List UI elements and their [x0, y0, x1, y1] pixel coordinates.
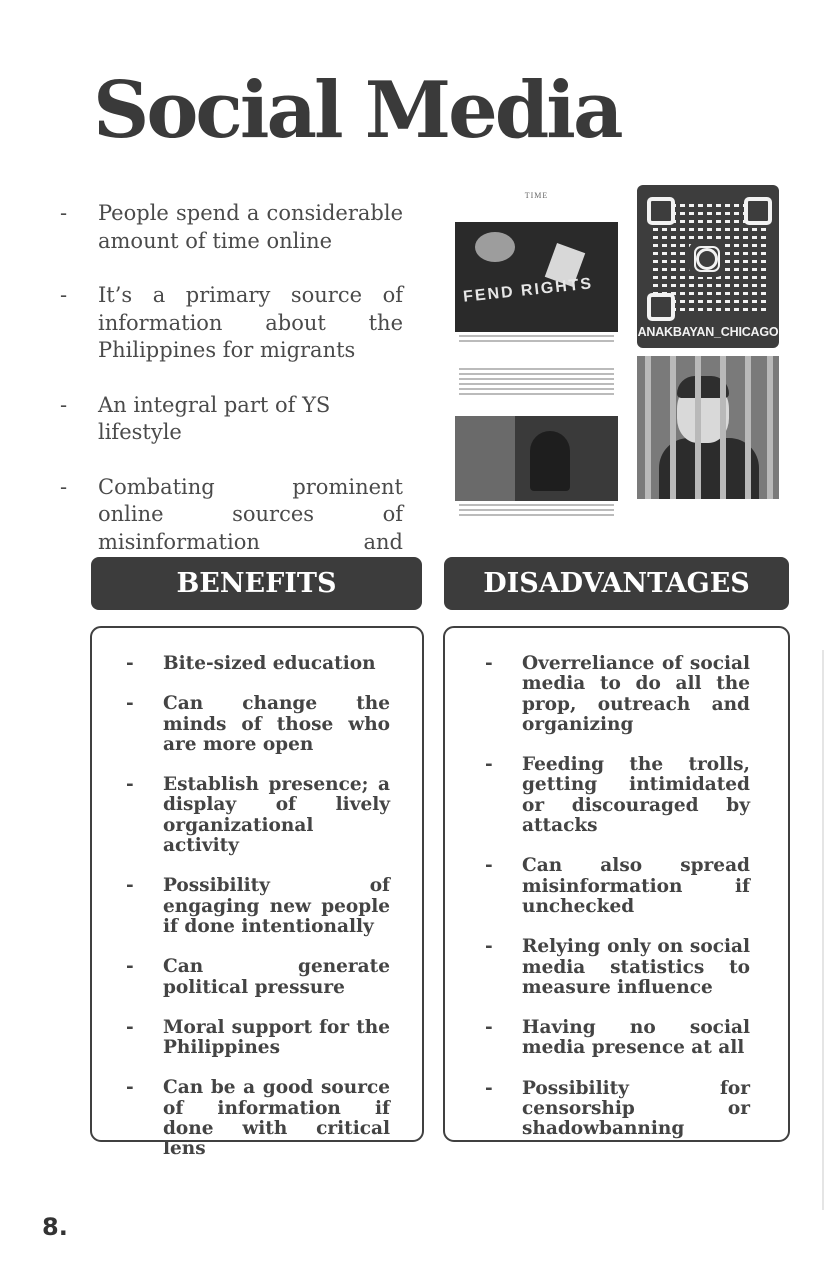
benefit-item: - Can change the minds of those who are more open — [126, 694, 390, 755]
intro-list — [60, 200, 403, 611]
benefits-header: BENEFITS — [91, 557, 422, 610]
article-masthead: TIME — [524, 191, 549, 200]
article-photo — [455, 416, 618, 501]
page-number: 8. — [42, 1213, 68, 1241]
benefits-box — [90, 626, 424, 1160]
disadvantage-item: - Can also spread misinformation if unchecked — [485, 856, 750, 917]
protest-photo — [455, 222, 618, 332]
news-article-image-facebook — [455, 365, 618, 520]
benefit-item: - Bite-sized education — [126, 654, 390, 674]
disadvantage-item: - Overreliance of social media to do all the prop, outreach and organizing — [485, 654, 750, 735]
instagram-icon — [689, 241, 725, 277]
benefit-item: - Can be a good source of information if done with critical lens — [126, 1078, 390, 1159]
benefit-item: - Establish presence; a display of lively organizational activity — [126, 775, 390, 856]
disadvantage-item: - Having no social media presence at all — [485, 1018, 750, 1059]
page-title: Social Media — [93, 65, 621, 156]
disadvantages-header: DISADVANTAGES — [444, 557, 789, 610]
disadvantages-list — [485, 654, 750, 1160]
intro-item: - People spend a considerable amount of time online — [60, 200, 403, 255]
intro-item: - It’s a primary source of information about the Philippines for migrants — [60, 282, 403, 365]
benefit-item: - Can generate political pressure — [126, 957, 390, 998]
protest-sign: FEND RIGHTS — [462, 275, 594, 306]
intro-item: - Combating prominent online sources of misinformation and — [60, 474, 403, 584]
intro-item: - An integral part of YS lifestyle — [60, 392, 403, 447]
disadvantage-item: - Relying only on social media statistics to measure influence — [485, 937, 750, 998]
benefit-item: - Moral support for the Philippines — [126, 1018, 390, 1059]
instagram-qr-code — [637, 185, 779, 348]
benefit-item: - Possibility of engaging new people if done intentionally — [126, 876, 390, 937]
disadvantage-item: - Feeding the trolls, getting intimidated or discouraged by attacks — [485, 755, 750, 836]
news-article-image-time — [455, 190, 618, 356]
page-edge-divider — [822, 650, 824, 1210]
instagram-handle: ANAKBAYAN_CHICAGO — [637, 325, 779, 339]
benefits-list — [126, 654, 390, 1180]
behind-bars-image — [637, 356, 779, 499]
disadvantages-box — [443, 626, 790, 1142]
disadvantage-item: - Possibility for censorship or shadowbanning — [485, 1079, 750, 1140]
